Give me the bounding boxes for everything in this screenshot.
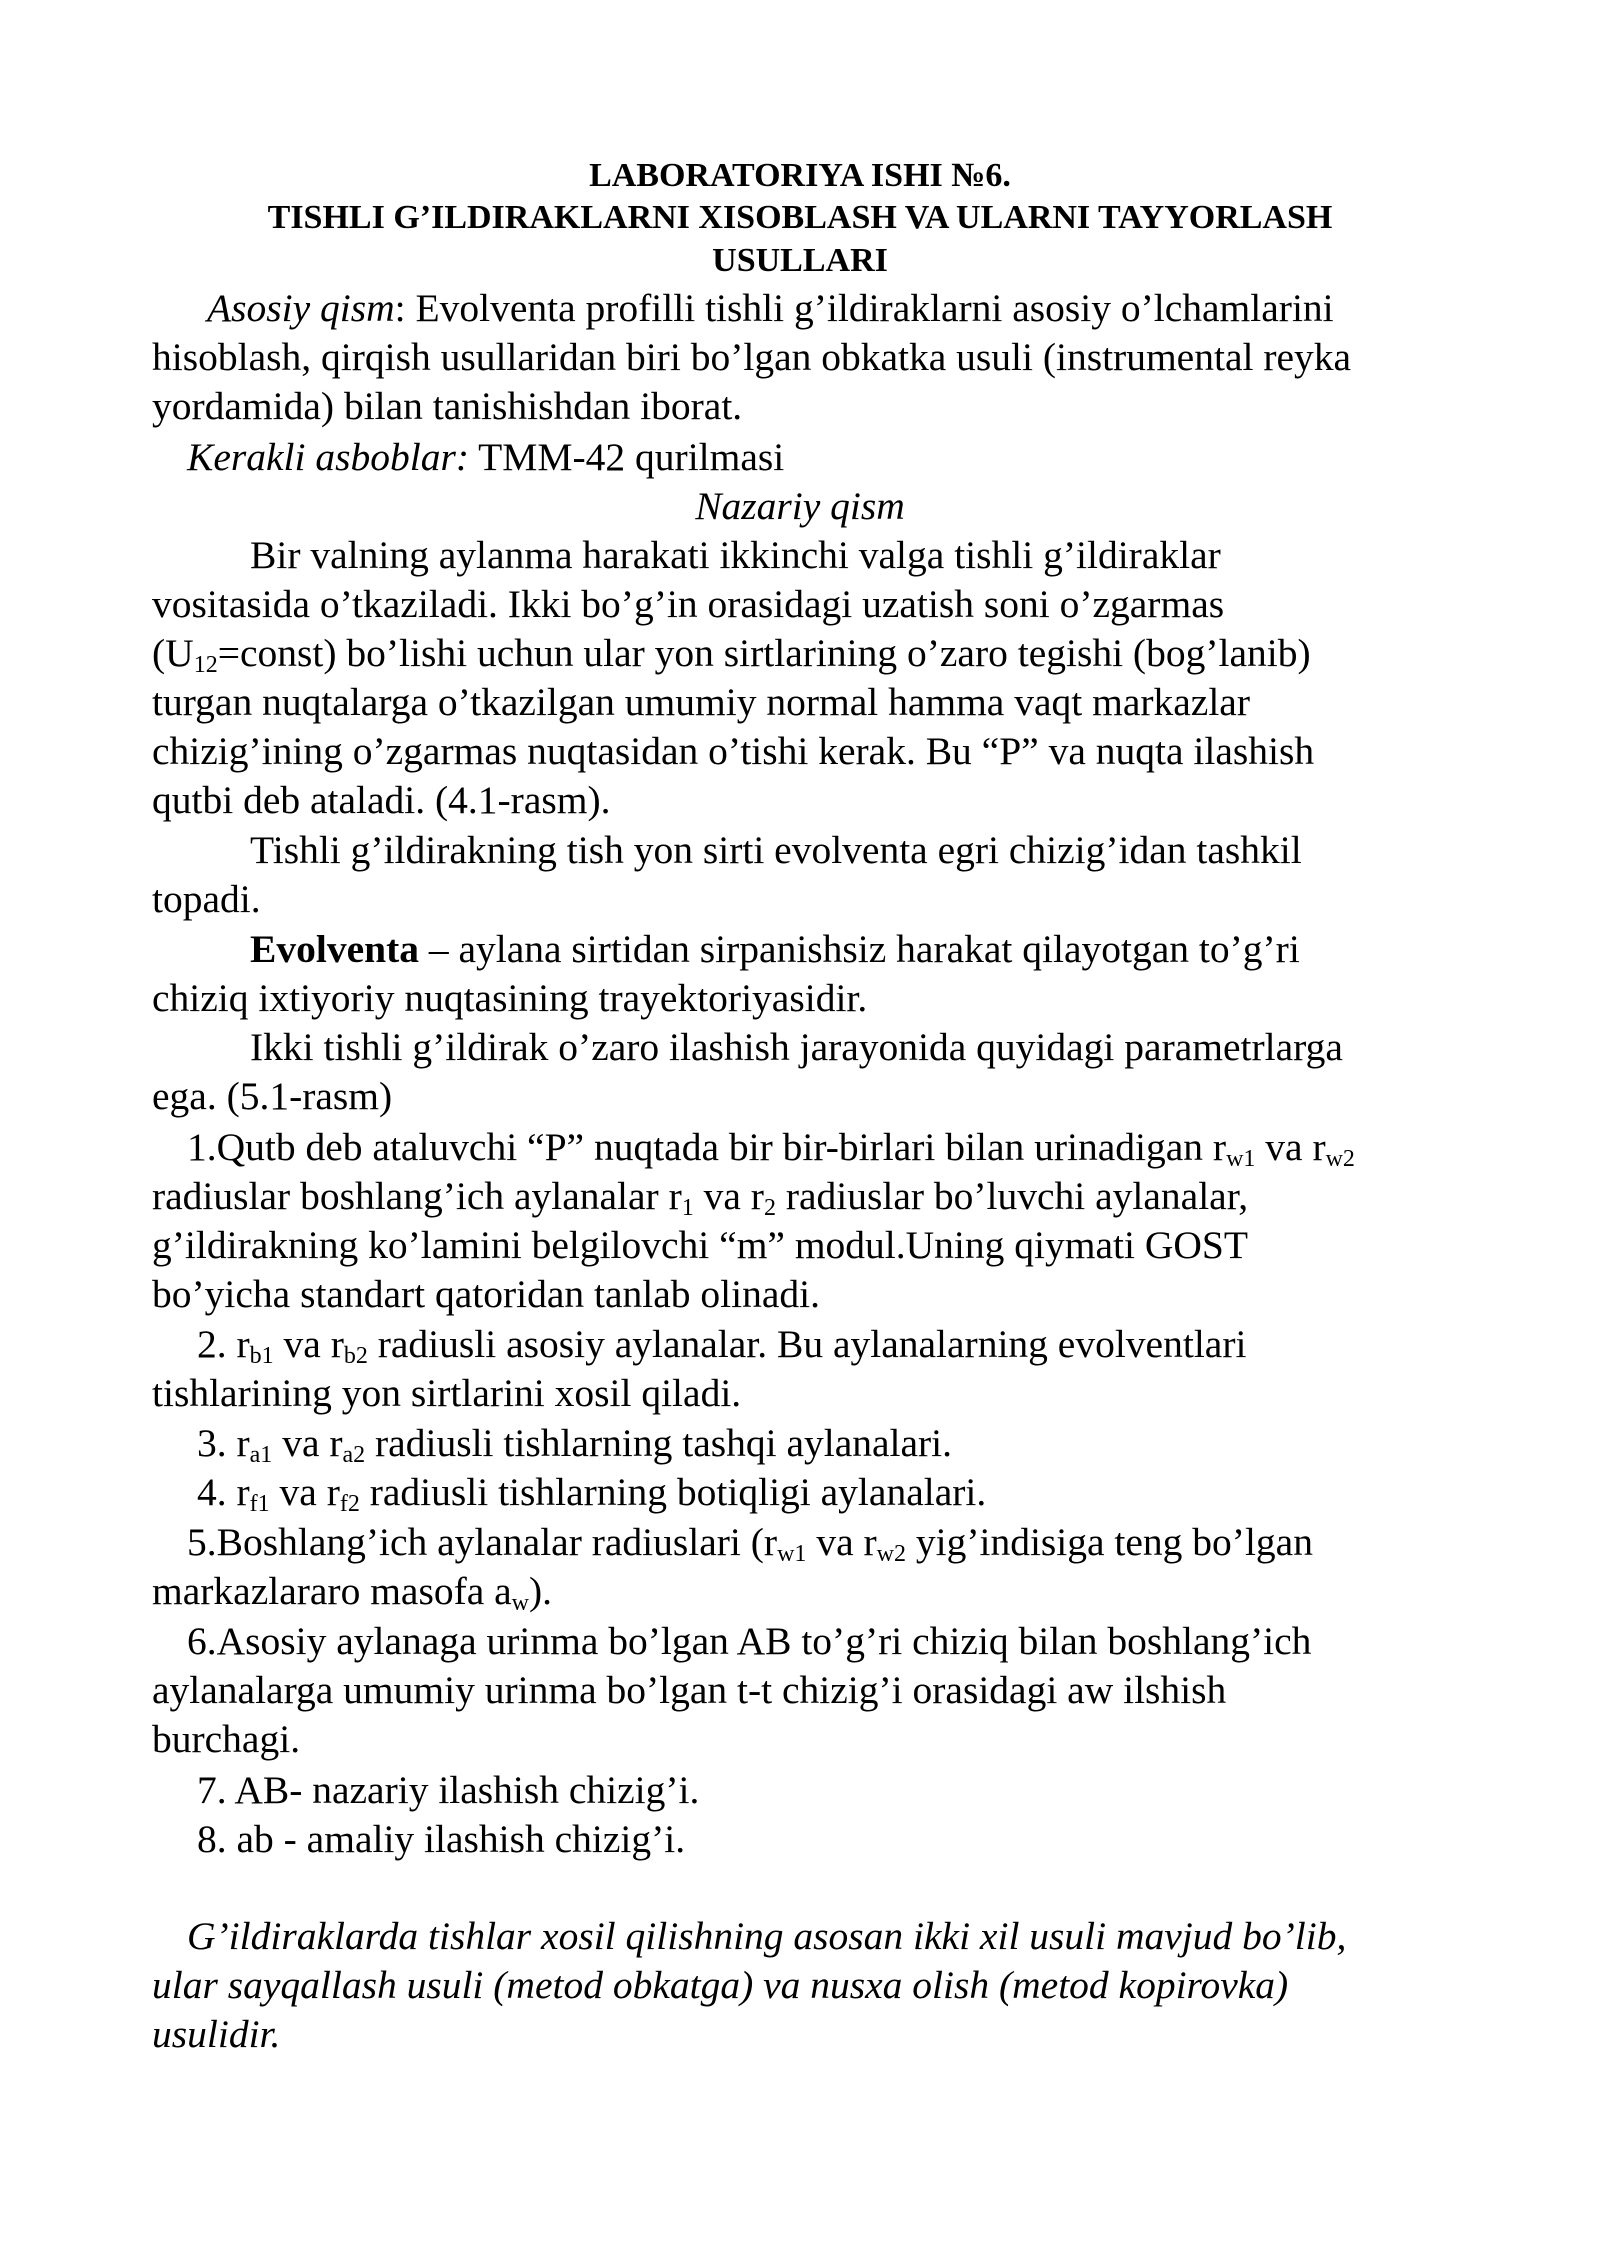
- list-item-6-line2: aylanalarga umumiy urinma bo’lgan t-t chizig’i orasidagi aw ilshish: [152, 1668, 1227, 1712]
- asosiy-line3: yordamida) bilan tanishishdan iborat.: [152, 384, 743, 428]
- asosiy-line1: Asosiy qism: Evolventa profilli tishli g’ildiraklarni asosiy o’lchamlarini: [207, 286, 1334, 330]
- list-item-4: 4. $r_{f1}$ va $r_{f2}$ radiusli tishlarning botiqligi aylanalari.: [197, 1470, 987, 1517]
- lab-subtitle-line1: TISHLI G’ILDIRAKLARNI XISOBLASH VA ULARNI TAYYORLASH: [267, 199, 1333, 236]
- list-item-5-line1: 5.Boshlang’ich aylanalar radiuslari ($r_{w1}$ va $r_{w2}$ yig’indisiga teng bo’lgan: [187, 1520, 1313, 1567]
- theory-p4-line1: Ikki tishli g’ildirak o’zaro ilashish jarayonida quyidagi parametrlarga: [250, 1025, 1343, 1069]
- section-title: Nazariy qism: [695, 484, 905, 528]
- evolventa-term: Evolventa: [250, 927, 419, 971]
- theory-p2-line1: Tishli g’ildirakning tish yon sirti evolventa egri chizig’idan tashkil: [250, 828, 1302, 872]
- theory-p1-line1: Bir valning aylanma harakati ikkinchi valga tishli g’ildiraklar: [250, 533, 1221, 577]
- list-item-1-line1: 1.Qutb deb ataluvchi “P” nuqtada bir bir-birlari bilan urinadigan $r_{w1}$ va $r_{w2}$: [187, 1125, 1355, 1172]
- theory-p1-line4: turgan nuqtalarga o’tkazilgan umumiy normal hamma vaqt markazlar: [152, 680, 1250, 724]
- list-item-1-line4: bo’yicha standart qatoridan tanlab olinadi.: [152, 1272, 820, 1316]
- list-item-7: 7. AB- nazariy ilashish chizig’i.: [197, 1768, 700, 1812]
- lab-subtitle-line2: USULLARI: [712, 242, 888, 279]
- kerakli-line: Kerakli asboblar: TMM-42 qurilmasi: [187, 435, 785, 479]
- closing-line1: G’ildiraklarda tishlar xosil qilishning asosan ikki xil usuli mavjud bo’lib,: [187, 1914, 1347, 1958]
- theory-p1-line6: qutbi deb ataladi. (4.1-rasm).: [152, 778, 611, 822]
- asosiy-label: Asosiy qism: [207, 286, 395, 330]
- asosiy-line2: hisoblash, qirqish usullaridan biri bo’lgan obkatka usuli (instrumental reyka: [152, 335, 1352, 379]
- theory-p2-line2: topadi.: [152, 877, 261, 921]
- list-item-2-line1: 2. $r_{b1}$ va $r_{b2}$ radiusli asosiy aylanalar. Bu aylanalarning evolventlari: [197, 1322, 1247, 1369]
- list-item-1-line3: g’ildirakning ko’lamini belgilovchi “m” modul.Uning qiymati GOST: [152, 1223, 1248, 1267]
- list-item-5-line2: markazlararo masofa $a_w$).: [152, 1569, 553, 1616]
- closing-line3: usulidir.: [152, 2012, 281, 2056]
- list-item-2-line2: tishlarining yon sirtlarini xosil qiladi.: [152, 1371, 742, 1415]
- theory-p1-line5: chizig’ining o’zgarmas nuqtasidan o’tishi kerak. Bu “P” va nuqta ilashish: [152, 729, 1315, 773]
- list-item-3: 3. $r_{a1}$ va $r_{a2}$ radiusli tishlarning tashqi aylanalari.: [197, 1421, 953, 1468]
- list-item-1-line2: radiuslar boshlang’ich aylanalar $r_1$ va $r_2$ radiuslar bo’luvchi aylanalar,: [152, 1174, 1249, 1221]
- closing-line2: ular sayqallash usuli (metod obkatga) va nusxa olish (metod kopirovka): [152, 1963, 1289, 2007]
- list-item-6-line1: 6.Asosiy aylanaga urinma bo’lgan AB to’g’ri chiziq bilan boshlang’ich: [187, 1619, 1312, 1663]
- list-item-8: 8. ab - amaliy ilashish chizig’i.: [197, 1817, 686, 1861]
- theory-p1-line2: vositasida o’tkaziladi. Ikki bo’g’in orasidagi uzatish soni o’zgarmas: [152, 582, 1225, 626]
- theory-p3-line2: chiziq ixtiyoriy nuqtasining trayektoriyasidir.: [152, 976, 868, 1020]
- theory-p1-line3: $(U_{12}=const)$ bo’lishi uchun ular yon sirtlarining o’zaro tegishi (bog’lanib): [152, 631, 1311, 678]
- list-item-6-line3: burchagi.: [152, 1717, 301, 1761]
- kerakli-label: Kerakli asboblar:: [187, 435, 469, 479]
- lab-title: LABORATORIYA ISHI №6.: [589, 157, 1011, 194]
- theory-p4-line2: ega. (5.1-rasm): [152, 1074, 393, 1118]
- theory-p3-line1: Evolventa – aylana sirtidan sirpanishsiz harakat qilayotgan to’g’ri: [250, 927, 1300, 971]
